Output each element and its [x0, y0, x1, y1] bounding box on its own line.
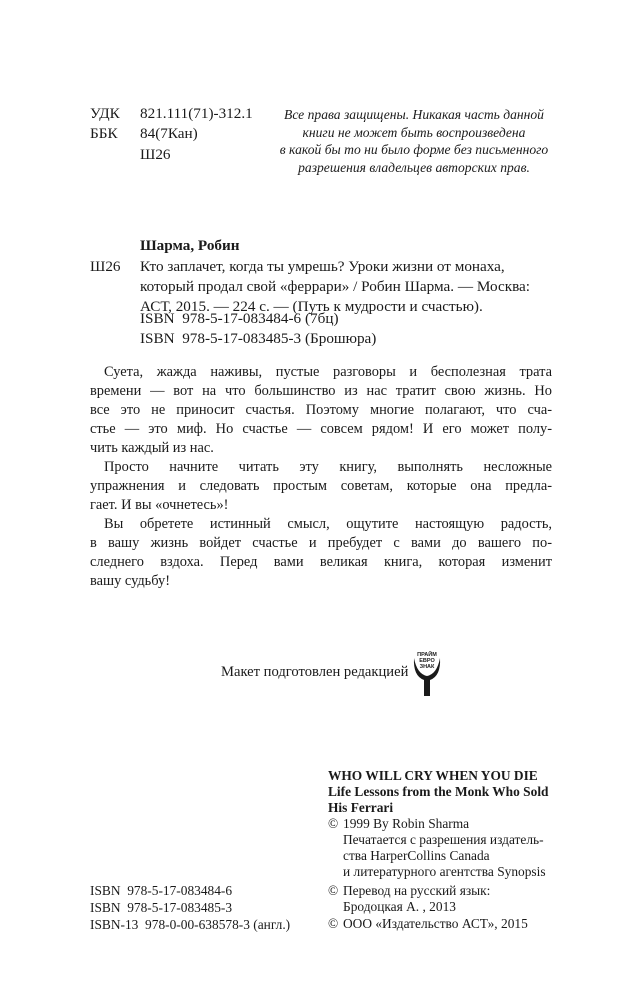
copyright-symbol-3: © [328, 916, 339, 931]
original-subtitle-line: His Ferrari [328, 800, 394, 815]
annotation [90, 363, 552, 591]
rights-line: Все права защищены. Никакая часть данной [284, 107, 544, 122]
catalog-isbn [140, 309, 376, 349]
copyright-symbol-1: © [328, 816, 339, 831]
logo-label-2: ЕВРО [419, 658, 435, 664]
permission-line: и литературного агентства Synopsis [343, 864, 546, 879]
permission-line: ства HarperCollins Canada [343, 848, 490, 863]
annotation-line: Суета, жажда наживы, пустые разговоры и бесполезная трата [104, 364, 552, 380]
original-subtitle-line: Life Lessons from the Monk Who Sold [328, 784, 549, 799]
annotation-line: времени — вот на что большинство из нас тратит свою жизнь. Но [90, 383, 552, 399]
rights-line: книги не может быть воспроизведена [302, 124, 526, 140]
annotation-line: Вы обретете истинный смысл, ощутите настоящую радость, [104, 516, 552, 532]
publisher-copyright: ООО «Издательство АСТ», 2015 [343, 916, 528, 931]
logo-label-3: ЗНАК [419, 664, 435, 670]
annotation-line: упражнения и следовать простым советам, которые она предла- [90, 478, 552, 494]
annotation-line: вашу судьбу! [90, 573, 170, 589]
permission-line: Печатается с разрешения издатель- [343, 832, 544, 847]
annotation-line: гает. И вы «очнетесь»! [90, 497, 229, 513]
author-heading: Шарма, Робин [140, 237, 240, 254]
author-mark: Ш26 [90, 258, 121, 275]
description-line: Кто заплачет, когда ты умрешь? Уроки жизни от монаха, [140, 258, 505, 275]
bottom-isbn-line: ISBN 978-5-17-083485-3 [90, 900, 233, 915]
bbk-value: 84(7Кан) [140, 125, 198, 142]
logo-label-1: ПРАЙМ [417, 652, 437, 658]
annotation-line: все это не приносит счастья. Поэтому многие полагают, что сча- [90, 402, 552, 418]
translation-line: Перевод на русский язык: [343, 883, 491, 898]
description-line: который продал свой «феррари» / Робин Шарма. — Москва: [140, 278, 531, 295]
annotation-line: Просто начните читать эту книгу, выполнять несложные [104, 459, 552, 475]
annotation-line: следнего вздоха. Перед вами великая книга, которая изменит [90, 554, 552, 570]
description-line: АСТ, 2015. — 224 с. — (Путь к мудрости и счастью). [140, 298, 483, 315]
translation-line: Бродоцкая А. , 2013 [343, 899, 456, 914]
prepared-by: Макет подготовлен редакцией [221, 664, 409, 680]
annotation-line: чить каждый из нас. [90, 440, 214, 456]
bbk-label: ББК [90, 125, 118, 142]
isbn-line: ISBN 978-5-17-083485-3 (Брошюра) [140, 330, 377, 347]
copyright-block-1 [343, 816, 563, 880]
udk-value: 821.111(71)-312.1 [140, 105, 253, 122]
isbn-line: ISBN 978-5-17-083484-6 (7бц) [140, 310, 339, 327]
bottom-isbn-list [90, 882, 290, 933]
rights-notice [278, 106, 550, 176]
udk-label: УДК [90, 105, 120, 122]
bottom-isbn-line: ISBN 978-5-17-083484-6 [90, 883, 233, 898]
translation-block [343, 883, 563, 915]
rights-line: разрешения владельцев авторских прав. [298, 159, 530, 175]
copyright-symbol-2: © [328, 883, 339, 898]
original-edition [328, 768, 568, 816]
author-mark-top: Ш26 [140, 146, 171, 163]
catalog-description [140, 257, 552, 317]
copyright-holder: 1999 By Robin Sharma [343, 816, 470, 831]
annotation-line: в вашу жизнь войдет счастье и пребудет с вами до вашего по- [90, 535, 552, 551]
publisher-logo [410, 650, 444, 698]
bottom-isbn-line: ISBN-13 978-0-00-638578-3 (англ.) [90, 917, 291, 932]
original-title: WHO WILL CRY WHEN YOU DIE [328, 768, 538, 783]
annotation-line: стье — это миф. Но счастье — совсем рядом! И его может полу- [90, 421, 552, 437]
rights-line: в какой бы то ни было форме без письменного [279, 142, 549, 157]
